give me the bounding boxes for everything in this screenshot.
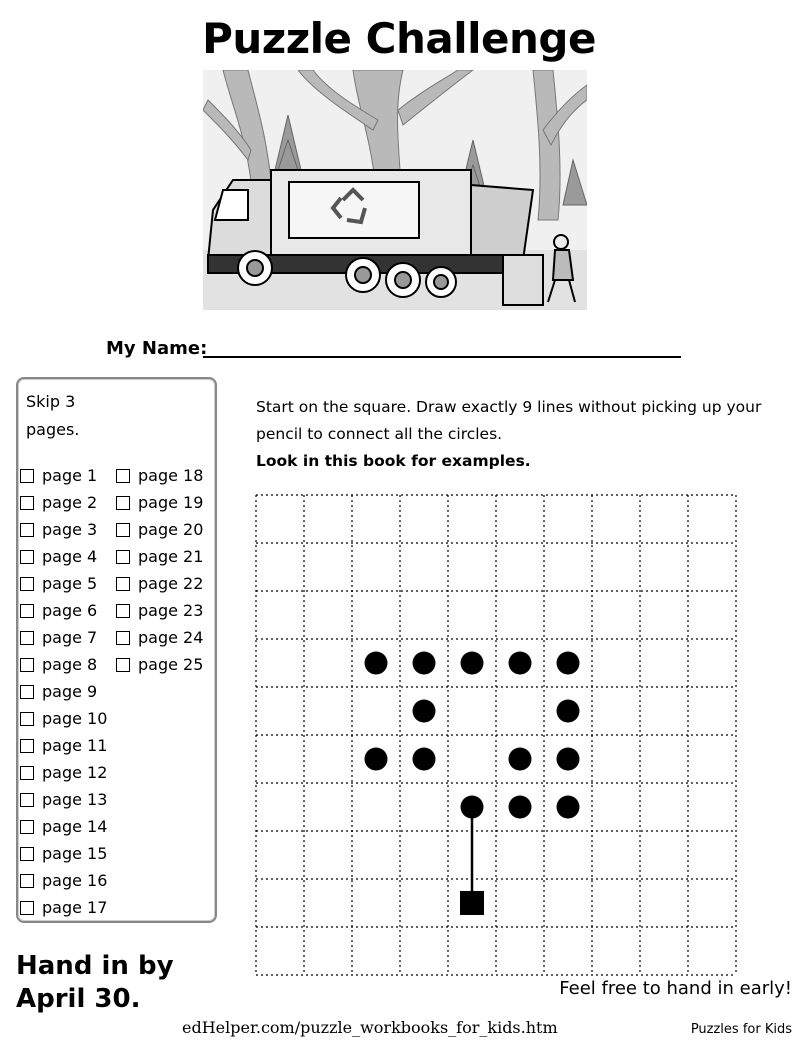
page-checkbox-item[interactable]	[20, 840, 107, 867]
page-checkbox-item[interactable]	[116, 597, 203, 624]
checkbox[interactable]	[20, 685, 34, 699]
page-checkbox-item[interactable]	[20, 624, 107, 651]
skip-line-1: Skip 3	[26, 392, 76, 411]
puzzle-circle	[365, 652, 388, 675]
checkbox[interactable]	[20, 604, 34, 618]
puzzle-circle	[365, 748, 388, 771]
hand-in-deadline	[16, 950, 174, 1016]
checkbox[interactable]	[20, 793, 34, 807]
page-checkbox-item[interactable]	[20, 597, 107, 624]
puzzle-grid[interactable]	[250, 490, 740, 980]
checkbox[interactable]	[116, 496, 130, 510]
page-checkbox-item[interactable]	[20, 894, 107, 921]
page-label: page 12	[42, 763, 108, 782]
page-label: page 10	[42, 709, 108, 728]
page-label: page 5	[42, 574, 98, 593]
puzzle-circle	[557, 652, 580, 675]
page-label: page 17	[42, 898, 108, 917]
skip-line-2: pages.	[26, 420, 80, 439]
checkbox[interactable]	[20, 820, 34, 834]
page-label: page 11	[42, 736, 108, 755]
page-checkbox-item[interactable]	[116, 651, 203, 678]
checkbox[interactable]	[20, 496, 34, 510]
start-square	[460, 891, 484, 915]
page-label: page 23	[138, 601, 204, 620]
page-checkbox-item[interactable]	[20, 867, 107, 894]
page-checklist-col-1	[20, 462, 107, 921]
page-label: page 19	[138, 493, 204, 512]
puzzle-circle	[509, 748, 532, 771]
page-label: page 2	[42, 493, 98, 512]
puzzle-circle	[413, 700, 436, 723]
checkbox[interactable]	[20, 766, 34, 780]
checkbox[interactable]	[20, 901, 34, 915]
page-label: page 14	[42, 817, 108, 836]
page-label: page 21	[138, 547, 204, 566]
page-checkbox-item[interactable]	[20, 651, 107, 678]
checkbox[interactable]	[116, 577, 130, 591]
puzzle-circle	[557, 796, 580, 819]
page-label: page 6	[42, 601, 98, 620]
page-checkbox-item[interactable]	[116, 543, 203, 570]
checkbox[interactable]	[20, 523, 34, 537]
footer-url: edHelper.com/puzzle_workbooks_for_kids.htm	[182, 1018, 558, 1037]
footer-brand: Puzzles for Kids	[690, 1022, 792, 1037]
page-checkbox-item[interactable]	[20, 732, 107, 759]
puzzle-circle	[413, 652, 436, 675]
page-checkbox-item[interactable]	[116, 570, 203, 597]
page-title: Puzzle Challenge	[202, 14, 596, 63]
page-checkbox-item[interactable]	[20, 705, 107, 732]
checkbox[interactable]	[20, 739, 34, 753]
checkbox[interactable]	[116, 550, 130, 564]
checkbox[interactable]	[116, 523, 130, 537]
page-checkbox-item[interactable]	[20, 489, 107, 516]
checkbox[interactable]	[20, 847, 34, 861]
page-checkbox-item[interactable]	[116, 462, 203, 489]
name-input-line[interactable]	[203, 356, 681, 358]
page-label: page 16	[42, 871, 108, 890]
garbage-truck-illustration	[203, 70, 587, 310]
instruction-line-1: Start on the square. Draw exactly 9 lines without picking up your	[256, 398, 762, 416]
checkbox[interactable]	[116, 631, 130, 645]
hand-in-line-2: April 30.	[16, 984, 141, 1014]
hand-in-line-1: Hand in by	[16, 951, 174, 981]
puzzle-circle	[557, 748, 580, 771]
checkbox[interactable]	[20, 874, 34, 888]
checkbox[interactable]	[20, 469, 34, 483]
page-label: page 9	[42, 682, 98, 701]
page-label: page 22	[138, 574, 204, 593]
puzzle-circle	[557, 700, 580, 723]
checkbox[interactable]	[20, 550, 34, 564]
page-checkbox-item[interactable]	[20, 786, 107, 813]
page-label: page 3	[42, 520, 98, 539]
page-label: page 7	[42, 628, 98, 647]
page-checkbox-item[interactable]	[20, 678, 107, 705]
page-checkbox-item[interactable]	[20, 570, 107, 597]
page-checkbox-item[interactable]	[116, 516, 203, 543]
page-checkbox-item[interactable]	[20, 516, 107, 543]
checkbox[interactable]	[116, 604, 130, 618]
page-label: page 15	[42, 844, 108, 863]
checkbox[interactable]	[20, 658, 34, 672]
skip-instruction	[26, 388, 206, 444]
page-checkbox-item[interactable]	[20, 759, 107, 786]
puzzle-circle	[461, 796, 484, 819]
page-label: page 13	[42, 790, 108, 809]
page-checkbox-item[interactable]	[116, 489, 203, 516]
checkbox[interactable]	[116, 658, 130, 672]
puzzle-circle	[413, 748, 436, 771]
page-label: page 4	[42, 547, 98, 566]
checkbox[interactable]	[116, 469, 130, 483]
page-label: page 20	[138, 520, 204, 539]
page-label: page 18	[138, 466, 204, 485]
page-checkbox-item[interactable]	[20, 813, 107, 840]
instruction-line-3: Look in this book for examples.	[256, 452, 531, 470]
checkbox[interactable]	[20, 631, 34, 645]
page-label: page 24	[138, 628, 204, 647]
checkbox[interactable]	[20, 712, 34, 726]
puzzle-circle	[461, 652, 484, 675]
page-label: page 1	[42, 466, 98, 485]
puzzle-circle	[509, 796, 532, 819]
page-label: page 8	[42, 655, 98, 674]
feel-free-note: Feel free to hand in early!	[559, 978, 792, 999]
puzzle-circle	[509, 652, 532, 675]
page-checkbox-item[interactable]	[20, 462, 107, 489]
name-label: My Name:	[106, 338, 208, 359]
instruction-line-2: pencil to connect all the circles.	[256, 425, 503, 443]
page-label: page 25	[138, 655, 204, 674]
page-checklist-col-2	[116, 462, 203, 678]
page-checkbox-item[interactable]	[20, 543, 107, 570]
page-checkbox-item[interactable]	[116, 624, 203, 651]
checkbox[interactable]	[20, 577, 34, 591]
